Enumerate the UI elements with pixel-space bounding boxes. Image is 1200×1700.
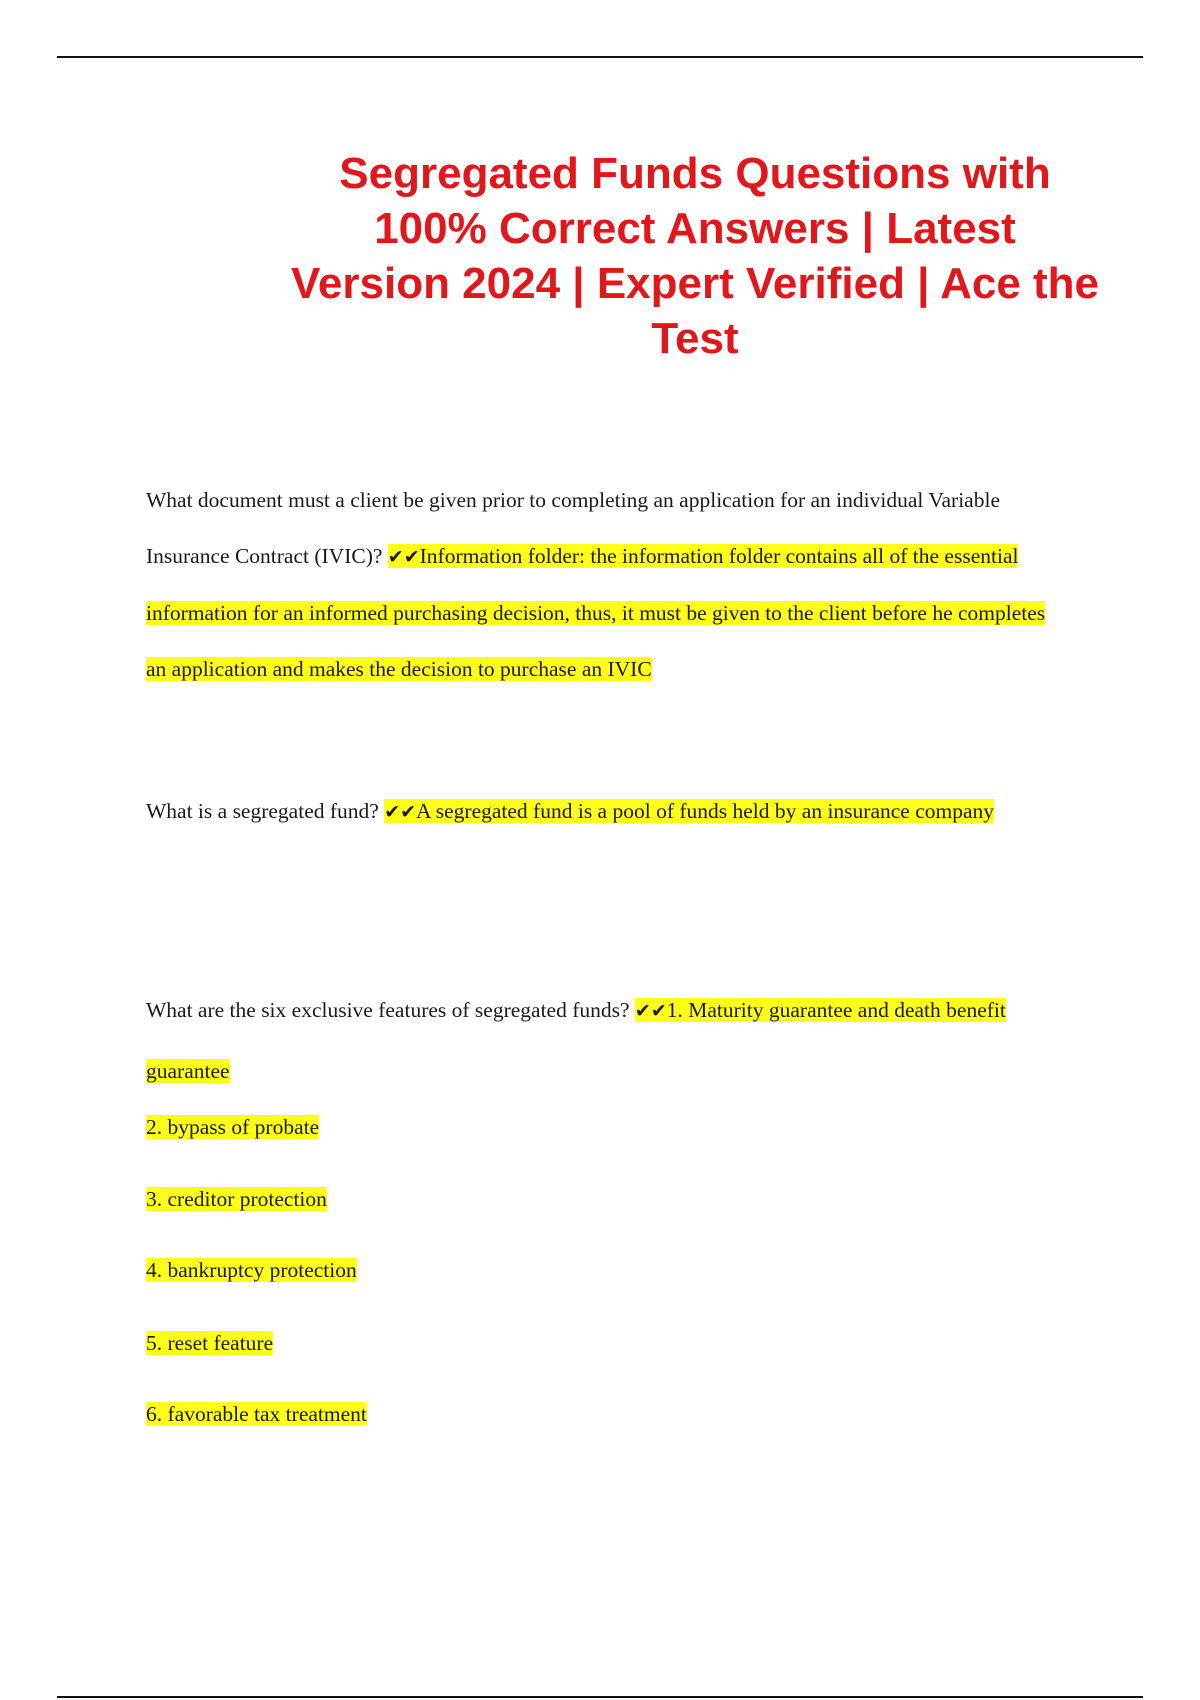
feature-item [146,1399,367,1429]
feature-text: 2. bypass of probate [146,1115,320,1139]
bottom-divider [57,1696,1143,1698]
qa-item-six-features [146,980,1066,1101]
answer-text: 1. Maturity guarantee and death benefit guarantee [146,998,1006,1083]
answer-highlight [384,799,994,823]
qa-item-information-folder [146,472,1066,697]
double-check-icon: ✔✔ [384,801,417,823]
feature-item [146,1328,273,1358]
feature-text: 6. favorable tax treatment [146,1402,367,1426]
feature-text: 5. reset feature [146,1331,274,1355]
document-title: Segregated Funds Questions with 100% Correct Answers | Latest Version 2024 | Expert Verified | Ace the Test [290,149,1100,363]
feature-item [146,1184,327,1214]
double-check-icon: ✔✔ [634,1000,667,1022]
question-text: What document must a client be given prior to completing an application for an individual Variable Insurance Contract (IVIC)? [146,488,1000,568]
question-text: What are the six exclusive features of segregated funds? [146,998,630,1022]
double-check-icon: ✔✔ [387,546,420,568]
feature-text: 3. creditor protection [146,1187,327,1211]
feature-text: 4. bankruptcy protection [146,1258,357,1282]
qa-item-segregated-fund [146,782,1066,841]
answer-text: A segregated fund is a pool of funds held by an insurance company [416,799,995,823]
feature-item [146,1112,319,1142]
top-divider [57,56,1143,58]
answer-text: Information folder: the information folder contains all of the essential information for an informed purchasing decision, thus, it must be given to the client before he completes an application and makes the decision to purchase an IVIC [146,544,1046,681]
question-text: What is a segregated fund? [146,799,379,823]
feature-item [146,1255,357,1285]
